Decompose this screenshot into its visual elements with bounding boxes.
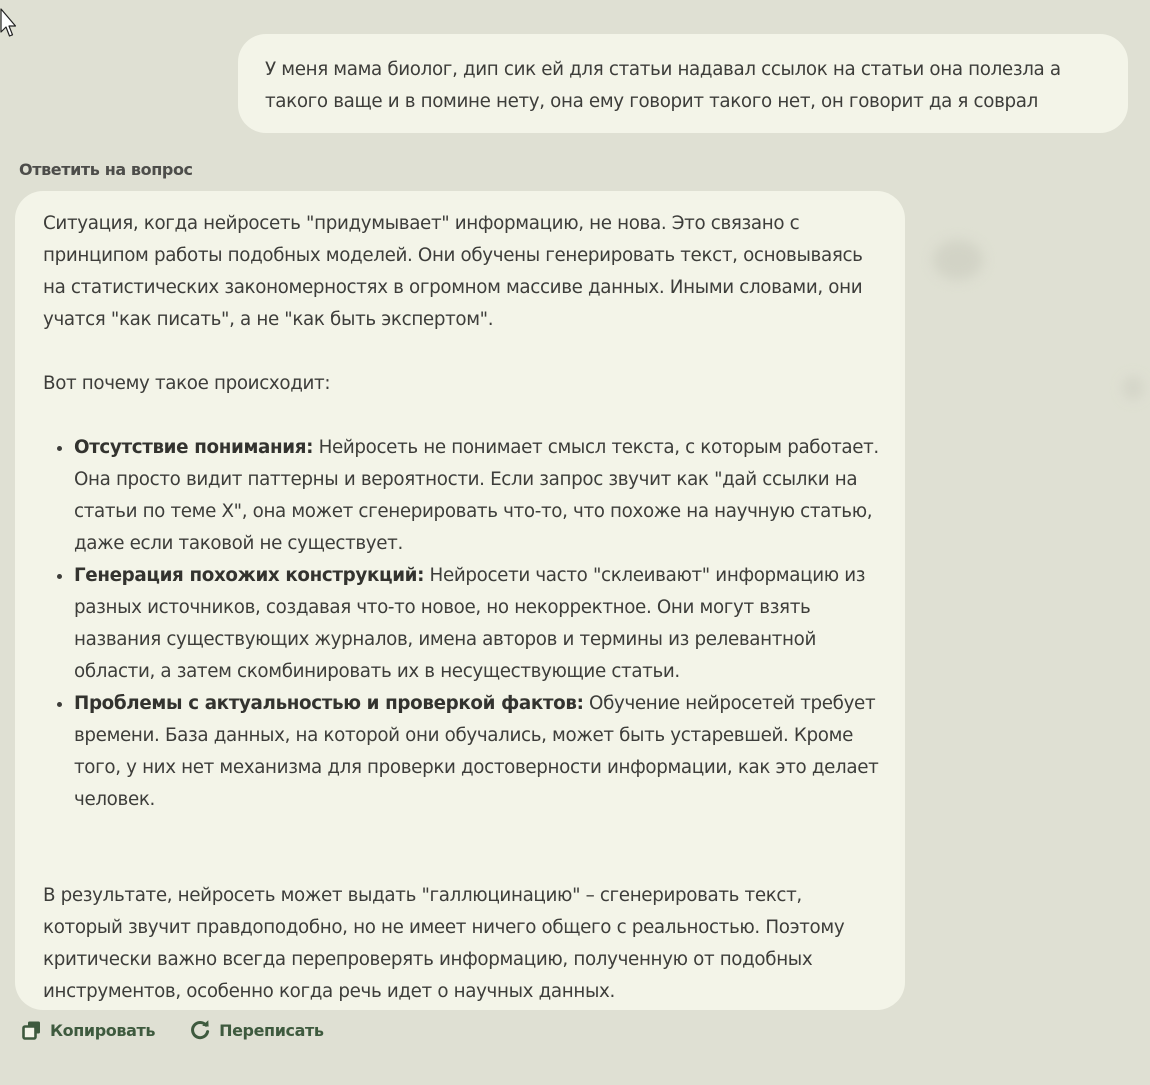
- list-item: [74, 560, 885, 688]
- list-item-text: Нейросеть не понимает смысл текста, с которым работает. Она просто видит паттерны и вероятности. Если запрос звучит как "дай ссылки на статьи по теме X", она может сгенерировать что-то, что похоже на научную статью, даже если таковой не существует.: [74, 437, 879, 554]
- rewrite-button[interactable]: [189, 1019, 324, 1041]
- mouse-cursor-icon: [0, 8, 16, 38]
- list-item-text: Обучение нейросетей требует времени. База данных, на которой они обучались, может быть устаревшей. Кроме того, у них нет механизма для проверки достоверности информации, как это делает человек.: [74, 693, 879, 810]
- rewrite-button-label: Переписать: [219, 1020, 324, 1040]
- reply-label: Ответить на вопрос: [19, 160, 193, 179]
- copy-button[interactable]: [22, 1020, 155, 1040]
- answer-actions: [22, 1019, 358, 1041]
- list-item-title: Проблемы с актуальностью и проверкой фактов:: [74, 693, 584, 714]
- copy-button-label: Копировать: [50, 1020, 156, 1040]
- answer-lead: Вот почему такое происходит:: [43, 373, 331, 394]
- answer-conclusion: В результате, нейросеть может выдать "галлюцинацию" – сгенерировать текст, который звучит правдоподобно, но не имеет ничего общего с реальностью. Поэтому критически важно всегда перепроверять информацию, полученную от подобных инструментов, особенно когда речь идет о научных данных.: [43, 885, 845, 1002]
- list-item-title: Генерация похожих конструкций:: [74, 565, 425, 586]
- background-blur-spot: [933, 240, 983, 280]
- user-message-bubble: [238, 34, 1128, 133]
- refresh-icon: [189, 1019, 211, 1041]
- answer-reasons-list: [43, 432, 885, 816]
- assistant-answer-bubble: [15, 191, 905, 1010]
- list-item-title: Отсутствие понимания:: [74, 437, 314, 458]
- list-item: [74, 432, 885, 560]
- user-message-text: У меня мама биолог, дип сик ей для статьи надавал ссылок на статьи она полезла а такого ваще и в помине нету, она ему говорит такого нет, он говорит да я соврал: [265, 59, 1061, 112]
- copy-icon: [22, 1020, 42, 1040]
- list-item: [74, 688, 885, 816]
- answer-intro: Ситуация, когда нейросеть "придумывает" информацию, не нова. Это связано с принципом работы подобных моделей. Они обучены генерировать текст, основываясь на статистических закономерностях в огромном массиве данных. Иными словами, они учатся "как писать", а не "как быть экспертом".: [43, 213, 863, 330]
- list-item-text: Нейросети часто "склеивают" информацию из разных источников, создавая что-то новое, но некорректное. Они могут взять названия существующих журналов, имена авторов и термины из релевантной области, а затем скомбинировать их в несуществующие статьи.: [74, 565, 866, 682]
- background-blur-spot: [1122, 376, 1144, 400]
